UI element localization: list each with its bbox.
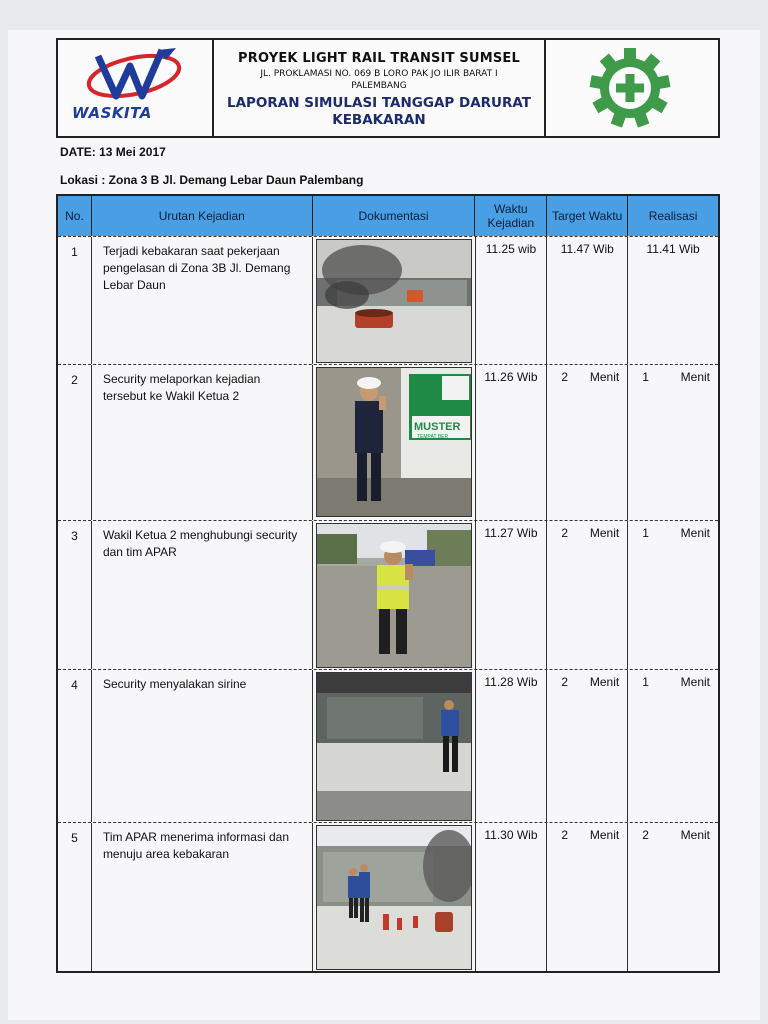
realization-time (627, 365, 718, 520)
documentation-cell (312, 521, 475, 669)
realization-unit: Menit (680, 526, 710, 540)
logo-text: WASKITA (72, 104, 152, 122)
col-header-no: No. (58, 196, 91, 236)
photo-apar-team (316, 825, 472, 970)
target-unit: Menit (589, 675, 620, 689)
target-value: 2 (561, 675, 569, 689)
incident-table (56, 194, 720, 973)
target-time (546, 365, 627, 520)
event-description: Security menyalakan sirine (91, 670, 312, 822)
target-unit: Menit (589, 526, 620, 540)
event-description: Tim APAR menerima informasi dan menuju area kebakaran (91, 823, 312, 971)
photo-fire-welding (316, 239, 472, 363)
report-title (214, 95, 544, 129)
event-time: 11.30 Wib (475, 823, 547, 971)
realization-unit: Menit (680, 370, 710, 384)
address-line-2: PALEMBANG (351, 81, 407, 91)
table-row (58, 364, 718, 520)
table-row (58, 236, 718, 364)
realization-time (627, 670, 718, 822)
report-location: Lokasi : Zona 3 B Jl. Demang Lebar Daun Palembang (60, 173, 364, 187)
target-value: 2 (561, 828, 569, 842)
documentation-cell (312, 670, 475, 822)
col-header-waktu (474, 196, 546, 236)
table-row (58, 520, 718, 669)
k3-logo (546, 40, 718, 136)
event-description: Wakil Ketua 2 menghubungi security dan tim APAR (91, 521, 312, 669)
report-date: DATE: 13 Mei 2017 (60, 145, 166, 159)
row-number: 2 (71, 373, 78, 387)
realization-time (627, 521, 718, 669)
report-title-line-2: KEBAKARAN (332, 112, 426, 128)
header-title-block (214, 40, 546, 136)
realization-value: 1 (642, 370, 649, 384)
realization-time: 11.41 Wib (627, 237, 718, 364)
event-time: 11.25 wib (475, 237, 547, 364)
report-header (56, 38, 720, 138)
photo-wakil-ketua-call (316, 523, 472, 668)
row-number: 1 (71, 245, 78, 259)
event-time: 11.28 Wib (475, 670, 547, 822)
documentation-cell (312, 823, 475, 971)
table-row (58, 669, 718, 822)
event-description: Terjadi kebakaran saat pekerjaan pengelasan di Zona 3B Jl. Demang Lebar Daun (91, 237, 312, 364)
realization-unit: Menit (680, 675, 710, 689)
realization-value: 2 (642, 828, 649, 842)
event-time: 11.26 Wib (475, 365, 547, 520)
realization-value: 1 (642, 675, 649, 689)
muster-sign-subtext: TEMPAT BER (416, 434, 448, 440)
address (214, 68, 544, 92)
safety-gear-cross-icon (580, 46, 680, 130)
row-number: 4 (71, 678, 78, 692)
documentation-cell (312, 237, 475, 364)
col-header-realisasi: Realisasi (627, 196, 718, 236)
realization-unit: Menit (680, 828, 710, 842)
col-header-waktu-line-1: Waktu (494, 202, 528, 216)
muster-sign-text: MUSTER (413, 421, 460, 433)
realization-value: 1 (642, 526, 649, 540)
col-header-dokumentasi: Dokumentasi (312, 196, 475, 236)
target-time (546, 521, 627, 669)
col-header-target: Target Waktu (546, 196, 627, 236)
col-header-urutan: Urutan Kejadian (91, 196, 312, 236)
table-row (58, 822, 718, 971)
target-time (546, 823, 627, 971)
event-time: 11.27 Wib (475, 521, 547, 669)
col-header-waktu-line-2: Kejadian (487, 216, 535, 230)
target-time: 11.47 Wib (546, 237, 627, 364)
documentation-cell (312, 365, 475, 520)
target-time (546, 670, 627, 822)
row-number: 3 (71, 529, 78, 543)
event-description: Security melaporkan kejadian tersebut ke Wakil Ketua 2 (91, 365, 312, 520)
report-title-line-1: LAPORAN SIMULASI TANGGAP DARURAT (226, 95, 532, 111)
photo-security-report (316, 367, 472, 517)
photo-siren (316, 672, 472, 821)
table-header-row (58, 196, 718, 236)
target-unit: Menit (589, 828, 620, 842)
target-value: 2 (561, 526, 569, 540)
waskita-logo (58, 40, 214, 136)
waskita-mark-icon (58, 42, 208, 102)
target-unit: Menit (589, 370, 620, 384)
project-title: PROYEK LIGHT RAIL TRANSIT SUMSEL (238, 51, 520, 66)
row-number: 5 (71, 831, 78, 845)
address-line-1: JL. PROKLAMASI NO. 069 B LORO PAK JO ILIR BARAT I (260, 69, 498, 79)
target-value: 2 (561, 370, 569, 384)
realization-time (627, 823, 718, 971)
